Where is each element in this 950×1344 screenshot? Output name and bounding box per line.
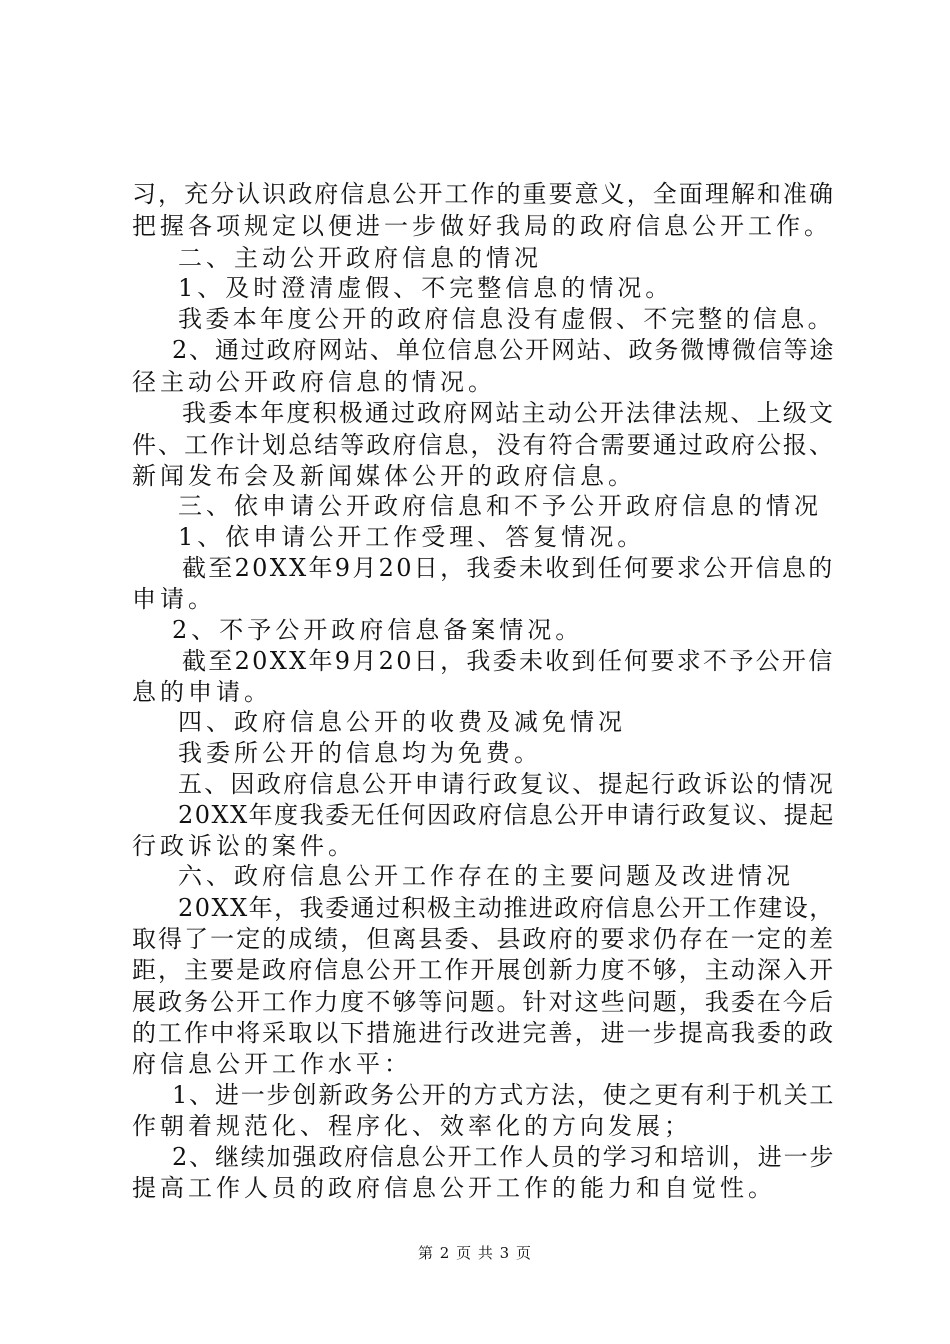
text-line: 作朝着规范化、程序化、效率化的方向发展； [132,1112,692,1140]
text-line: 1、进一步创新政务公开的方式方法，使之更有利于机关工 [172,1081,836,1109]
text-line: 2、继续加强政府信息公开工作人员的学习和培训，进一步 [172,1143,836,1171]
subsection-heading: 2、不予公开政府信息备案情况。 [172,616,584,644]
section-heading: 四、政府信息公开的收费及减免情况 [178,708,626,736]
text-line: 把握各项规定以便进一步做好我局的政府信息公开工作。 [132,212,832,240]
text-line: 提高工作人员的政府信息公开工作的能力和自觉性。 [132,1174,776,1202]
subsection-heading: 1、及时澄清虚假、不完整信息的情况。 [178,274,674,302]
page-number-footer: 第 2 页 共 3 页 [418,1244,532,1262]
text-line: 申请。 [132,585,216,613]
section-heading: 六、政府信息公开工作存在的主要问题及改进情况 [178,862,794,890]
section-heading: 五、因政府信息公开申请行政复议、提起行政诉讼的情况 [178,770,835,798]
subsection-heading: 2、通过政府网站、单位信息公开网站、政务微博微信等途 [172,336,836,364]
text-line: 府信息公开工作水平： [132,1050,412,1078]
text-line: 展政务公开工作力度不够等问题。针对这些问题，我委在今后 [132,988,835,1016]
text-line: 的工作中将采取以下措施进行改进完善，进一步提高我委的政 [132,1019,835,1047]
text-line: 20XX年，我委通过积极主动推进政府信息公开工作建设， [178,894,835,922]
text-line: 距，主要是政府信息公开工作开展创新力度不够，主动深入开 [132,956,835,984]
subsection-heading: 1、依申请公开工作受理、答复情况。 [178,523,646,551]
text-line: 息的申请。 [132,678,272,706]
text-line: 径主动公开政府信息的情况。 [132,368,496,396]
text-line: 20XX年度我委无任何因政府信息公开申请行政复议、提起 [178,801,835,829]
section-heading: 二、主动公开政府信息的情况 [178,244,542,272]
text-line: 新闻发布会及新闻媒体公开的政府信息。 [132,462,636,490]
text-line: 习，充分认识政府信息公开工作的重要意义，全面理解和准确 [132,180,835,208]
text-line: 行政诉讼的案件。 [132,832,356,860]
text-line: 我委所公开的信息均为免费。 [178,739,542,767]
text-line: 我委本年度积极通过政府网站主动公开法律法规、上级文 [182,399,835,427]
text-line: 取得了一定的成绩，但离县委、县政府的要求仍存在一定的差 [132,925,835,953]
text-line: 截至20XX年9月20日，我委未收到任何要求不予公开信 [182,647,835,675]
section-heading: 三、依申请公开政府信息和不予公开政府信息的情况 [178,492,822,520]
text-line: 我委本年度公开的政府信息没有虚假、不完整的信息。 [178,305,835,333]
text-line: 截至20XX年9月20日，我委未收到任何要求公开信息的 [182,554,835,582]
text-line: 件、工作计划总结等政府信息，没有符合需要通过政府公报、 [132,431,835,459]
